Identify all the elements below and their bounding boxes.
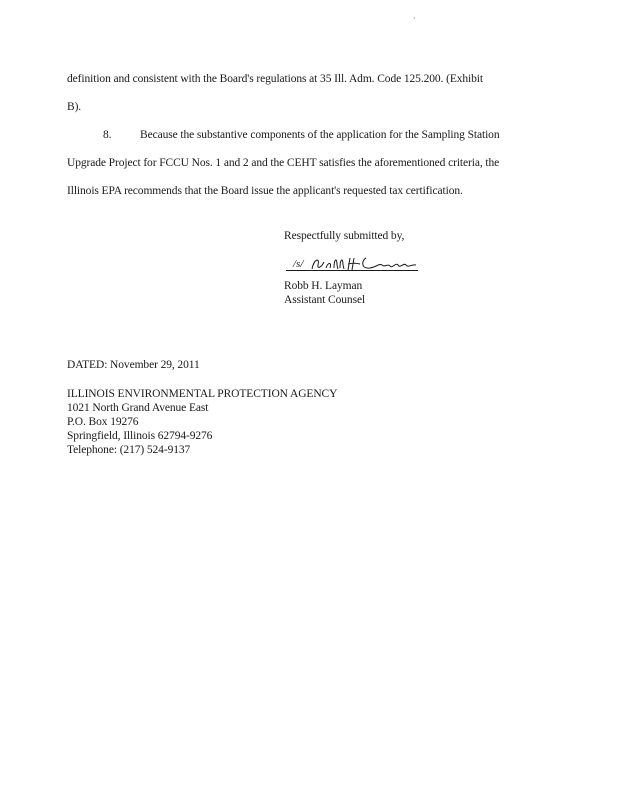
signer-title: Assistant Counsel: [284, 294, 366, 306]
top-mark: ·: [413, 14, 416, 23]
signature-image: [290, 253, 425, 275]
signer-name: Robb H. Layman: [284, 280, 363, 292]
paragraph-continuation-line-2: B).: [67, 101, 82, 113]
closing-text: Respectfully submitted by,: [284, 230, 405, 242]
agency-telephone: Telephone: (217) 524-9137: [67, 444, 191, 456]
agency-address-line-3: Springfield, Illinois 62794-9276: [67, 430, 213, 442]
dated-line: DATED: November 29, 2011: [67, 359, 200, 371]
agency-address-line-1: 1021 North Grand Avenue East: [67, 402, 209, 414]
signature-line: [286, 270, 418, 271]
paragraph-8-line-1: Because the substantive components of the application for the Sampling Station: [140, 129, 500, 141]
agency-name: ILLINOIS ENVIRONMENTAL PROTECTION AGENCY: [67, 388, 338, 400]
paragraph-8-line-2: Upgrade Project for FCCU Nos. 1 and 2 and the CEHT satisfies the aforementioned criteria, the: [67, 157, 500, 169]
signature-prefix: /s/: [293, 258, 304, 270]
paragraph-number: 8.: [103, 129, 112, 141]
paragraph-8-line-3: Illinois EPA recommends that the Board issue the applicant's requested tax certification.: [67, 185, 463, 197]
agency-address-line-2: P.O. Box 19276: [67, 416, 139, 428]
paragraph-continuation-line-1: definition and consistent with the Board's regulations at 35 Ill. Adm. Code 125.200. (Exhibit: [67, 73, 483, 85]
